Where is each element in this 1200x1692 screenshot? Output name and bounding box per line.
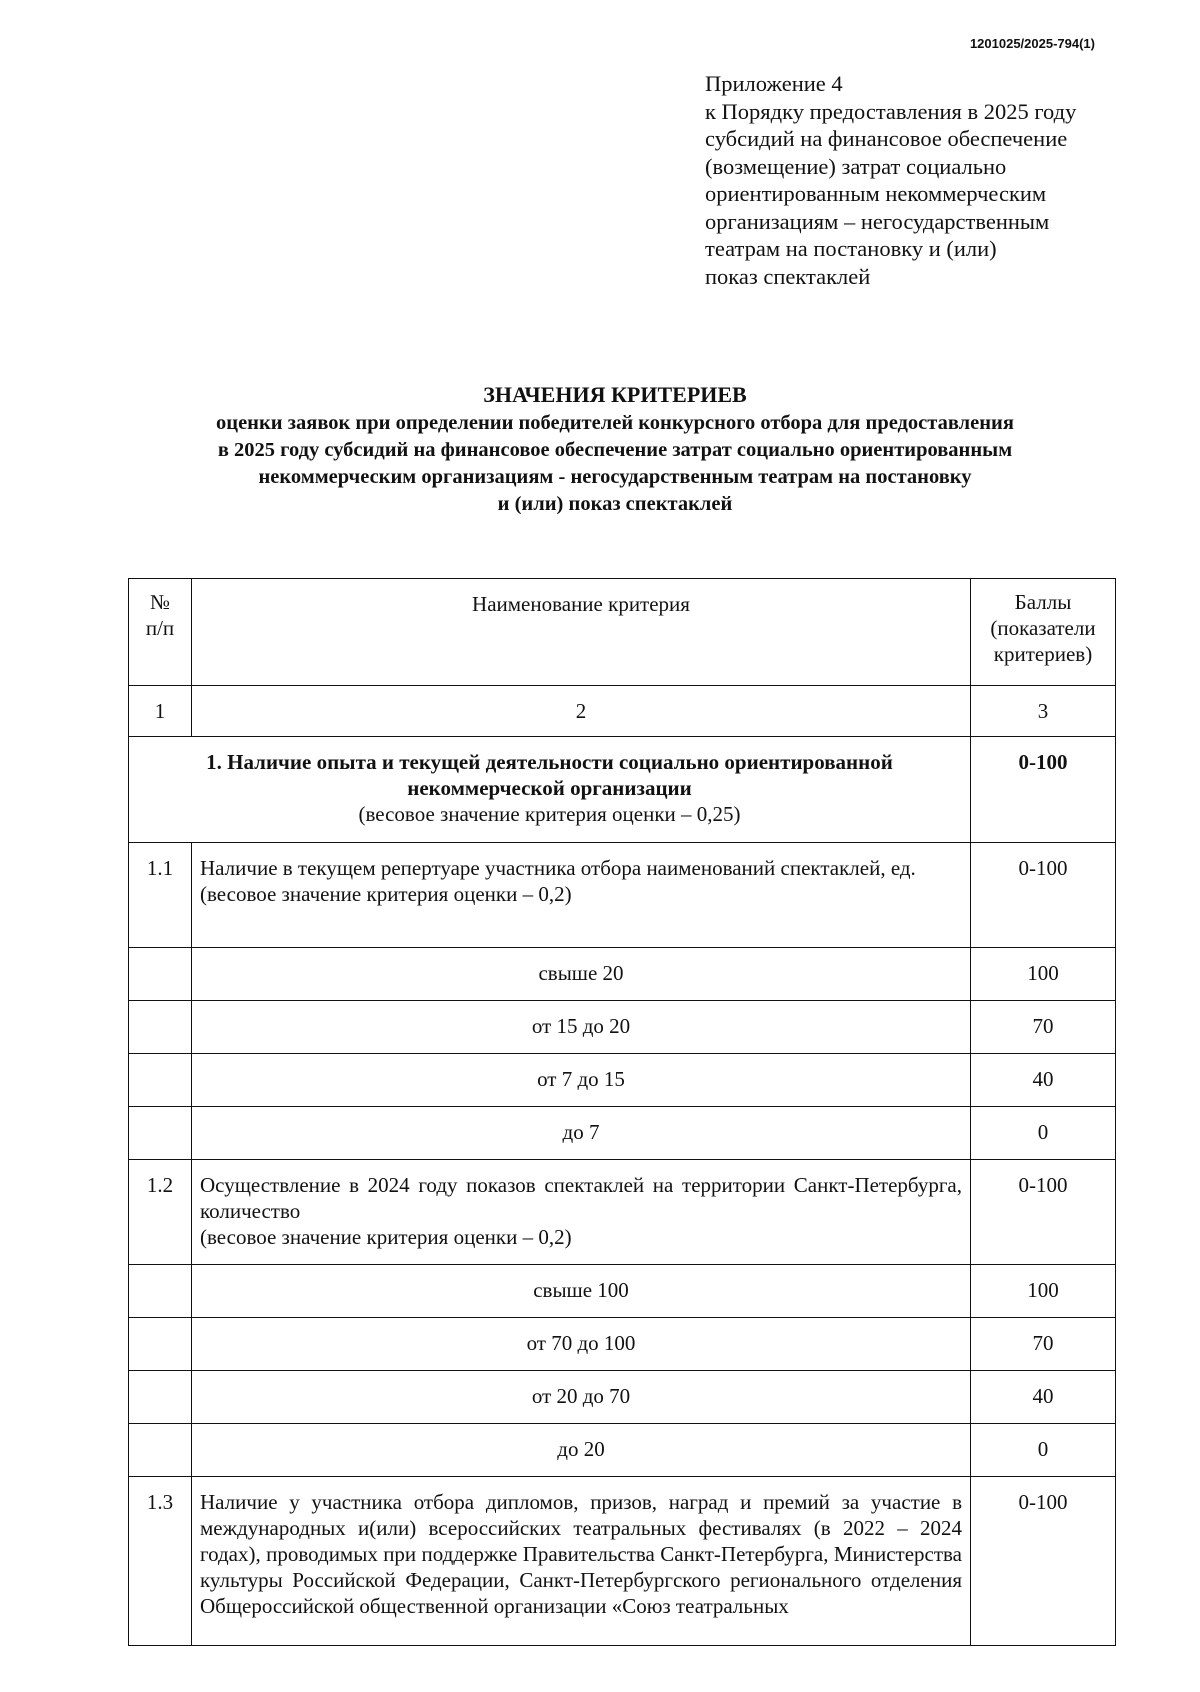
- range-score: 40: [1032, 1384, 1054, 1408]
- table-header-row: [129, 579, 1116, 686]
- range-row: [129, 1054, 1116, 1107]
- criterion-weight: (весовое значение критерия оценки – 0,2): [200, 882, 572, 906]
- range-row: [129, 1107, 1116, 1160]
- column-number: 3: [1037, 699, 1049, 723]
- document-title: [130, 380, 1100, 518]
- range-score: 100: [1027, 1278, 1059, 1302]
- section-row: [129, 737, 1116, 843]
- header-num-label: п/п: [145, 616, 175, 640]
- title-line: в 2025 году субсидий на финансовое обеспечение затрат социально ориентированным: [217, 439, 1013, 461]
- appendix-note: [705, 70, 1125, 290]
- appendix-line: к Порядку предоставления в 2025 году: [705, 98, 1077, 124]
- column-numbering-row: [129, 686, 1116, 737]
- range-score: 70: [1032, 1014, 1054, 1038]
- range-row: [129, 1001, 1116, 1054]
- title-line: оценки заявок при определении победителей конкурсного отбора для предоставления: [216, 412, 1014, 434]
- appendix-line: ориентированным некоммерческим: [705, 181, 1047, 206]
- appendix-line: театрам на постановку и (или): [705, 236, 997, 261]
- appendix-line: показ спектаклей: [705, 263, 871, 289]
- column-number: 1: [154, 699, 166, 723]
- appendix-line: субсидий на финансовое обеспечение: [705, 126, 1068, 151]
- range-label: свыше 100: [533, 1278, 629, 1302]
- range-label: до 20: [557, 1437, 605, 1461]
- title-heading: ЗНАЧЕНИЯ КРИТЕРИЕВ: [483, 382, 747, 407]
- criterion-weight: (весовое значение критерия оценки – 0,2): [200, 1225, 572, 1249]
- header-num-cell: [129, 579, 192, 686]
- criterion-score: 0-100: [1018, 1173, 1068, 1197]
- appendix-line: Приложение 4: [705, 71, 843, 96]
- range-score: 0: [1037, 1120, 1049, 1144]
- criterion-number: 1.2: [146, 1173, 174, 1197]
- criteria-table: [128, 578, 1116, 1646]
- criterion-text: Наличие у участника отбора дипломов, призов, наград и премий за участие в международных и(или) всероссийских театральных фестивалях (в 2022 – 2024 годах), проводимых при поддержке Правительства Санкт-Петербурга, Министерства культуры Российской Федерации, Санкт-Петербургского регионального отделения Общероссийской общественной организации «Союз театральных: [200, 1490, 962, 1618]
- criterion-row: [129, 1160, 1116, 1265]
- section-title: 1. Наличие опыта и текущей деятельности социально ориентированной некоммерческой организации: [206, 750, 893, 800]
- header-score-label: Баллы: [1014, 590, 1072, 614]
- range-row: [129, 1371, 1116, 1424]
- range-label: свыше 20: [538, 961, 624, 985]
- title-line: и (или) показ спектаклей: [497, 493, 733, 515]
- range-label: от 7 до 15: [537, 1067, 625, 1091]
- range-row: [129, 948, 1116, 1001]
- section-weight: (весовое значение критерия оценки – 0,25): [358, 802, 741, 826]
- section-score: 0-100: [1018, 750, 1068, 774]
- range-label: до 7: [562, 1120, 600, 1144]
- document-number: 1201025/2025-794(1): [969, 36, 1095, 51]
- criterion-text: Осуществление в 2024 году показов спектаклей на территории Санкт-Петербурга, количество: [200, 1173, 962, 1223]
- criterion-row: [129, 843, 1116, 948]
- criterion-number: 1.3: [146, 1490, 174, 1514]
- criterion-row: [129, 1477, 1116, 1646]
- criterion-score: 0-100: [1018, 856, 1068, 880]
- range-label: от 70 до 100: [526, 1331, 636, 1355]
- section-title-cell: [129, 737, 971, 843]
- criterion-text: Наличие в текущем репертуаре участника отбора наименований спектаклей, ед.: [200, 856, 916, 880]
- range-label: от 15 до 20: [531, 1014, 631, 1038]
- range-score: 40: [1032, 1067, 1054, 1091]
- header-score-cell: [971, 579, 1116, 686]
- range-row: [129, 1424, 1116, 1477]
- header-name-label: Наименование критерия: [472, 592, 690, 616]
- range-row: [129, 1265, 1116, 1318]
- appendix-line: (возмещение) затрат социально: [705, 153, 1007, 179]
- header-score-label: критериев): [993, 642, 1093, 666]
- range-score: 100: [1027, 961, 1059, 985]
- title-line: некоммерческим организациям - негосударственным театрам на постановку: [258, 466, 972, 488]
- column-number: 2: [575, 699, 587, 723]
- header-num-label: №: [149, 590, 171, 614]
- criterion-number: 1.1: [146, 856, 174, 880]
- criterion-score: 0-100: [1018, 1490, 1068, 1514]
- header-name-cell: [192, 579, 971, 686]
- appendix-line: организациям – негосударственным: [705, 208, 1050, 234]
- range-score: 0: [1037, 1437, 1049, 1461]
- header-score-label: (показатели: [990, 616, 1096, 640]
- range-row: [129, 1318, 1116, 1371]
- range-score: 70: [1032, 1331, 1054, 1355]
- range-label: от 20 до 70: [531, 1384, 631, 1408]
